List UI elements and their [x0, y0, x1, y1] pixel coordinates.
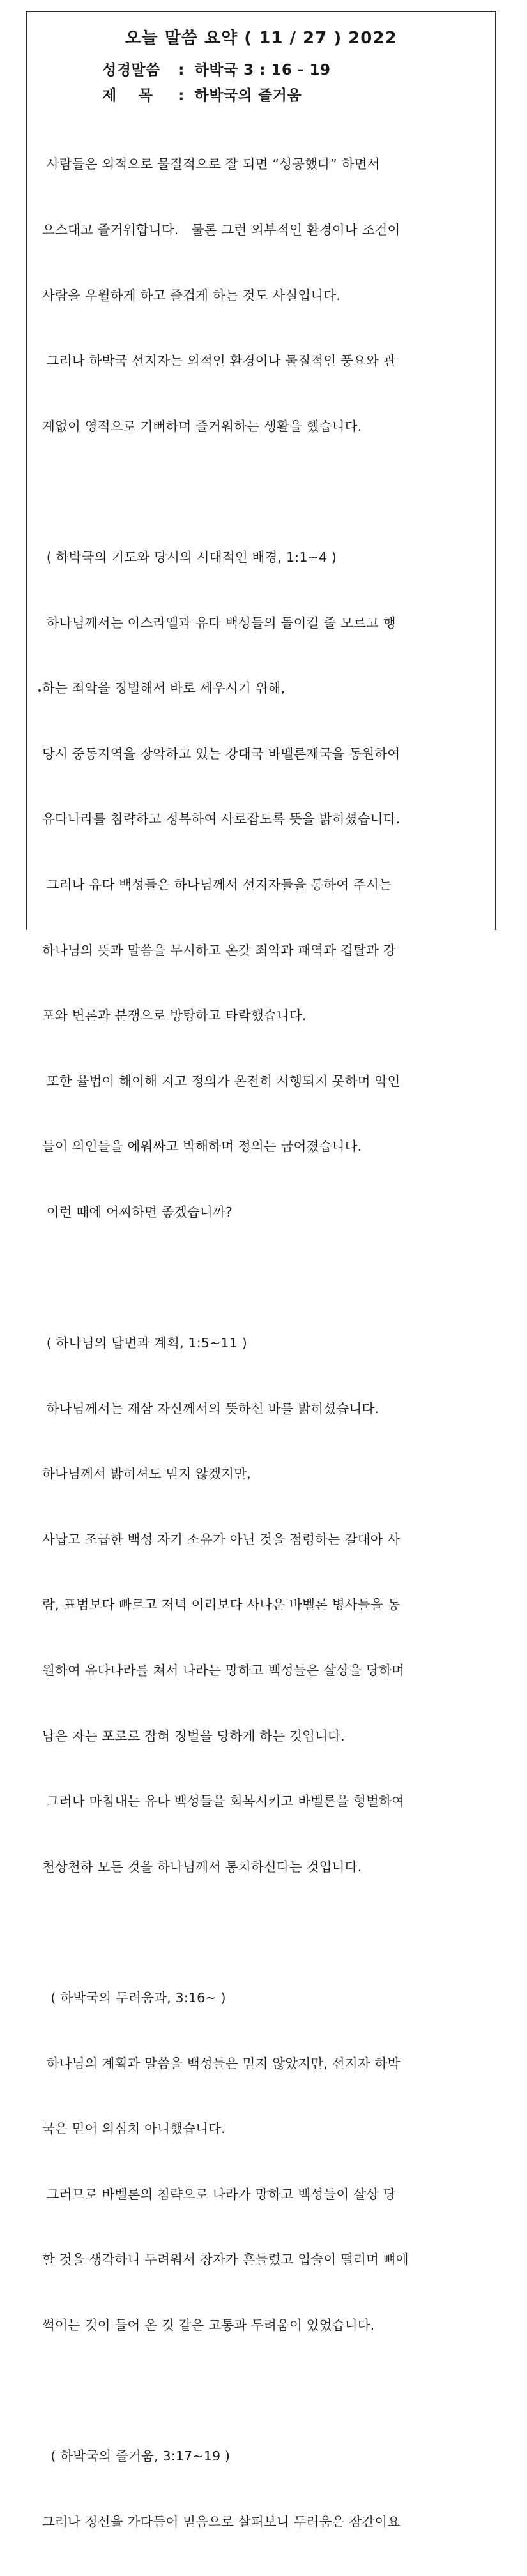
subject-line — [102, 84, 302, 105]
subject-label: 제 목 — [102, 87, 153, 104]
text-line: 하나님께서는 재삼 자신께서의 뜻하신 바를 밝히셨습니다. — [42, 1400, 379, 1416]
text-line: 사람들은 외적으로 물질적으로 잘 되면 “성공했다” 하면서 — [42, 156, 380, 172]
blank-line — [42, 2380, 483, 2402]
text-line: 그러나 유다 백성들은 하나님께서 선지자들을 통하여 주시는 — [42, 876, 392, 892]
subject-value: 하박국의 즐거움 — [194, 87, 302, 104]
text-line: 당시 중동지역을 장악하고 있는 강대국 바벨론제국을 동원하여 — [42, 745, 401, 761]
scan-speck — [38, 689, 41, 692]
text-line: 계없이 영적으로 기뻐하며 즐거워하는 생활을 했습니다. — [42, 418, 362, 434]
text-line: 하나님께서 밝히셔도 믿지 않겠지만, — [42, 1466, 251, 1482]
text-line: 그러나 하박국 선지자는 외적인 환경이나 물질적인 풍요와 관 — [42, 353, 396, 369]
text-line: 하나님의 뜻과 말씀을 무시하고 온갖 죄악과 패역과 겁탈과 강 — [42, 942, 396, 958]
text-line: 천상천하 모든 것을 하나님께서 통치하신다는 것입니다. — [42, 1859, 362, 1875]
text-line: 으스대고 즐거워합니다. 물론 그런 외부적인 환경이나 조건이 — [42, 222, 401, 237]
text-line: 하는 죄악을 징벌해서 바로 세우시기 위해, — [42, 680, 286, 696]
summary-body — [42, 110, 483, 2576]
text-line: 남은 자는 포로로 잡혀 징벌을 당하게 하는 것입니다. — [42, 1728, 345, 1744]
text-line: 썩이는 것이 들어 온 것 같은 고통과 두려움이 있었습니다. — [42, 2318, 375, 2333]
section-heading: ( 하나님의 답변과 계획, 1:5~11 ) — [42, 1335, 247, 1351]
scripture-label: 성경말씀 — [102, 62, 160, 79]
blank-line — [42, 1921, 483, 1943]
colon: : — [178, 62, 185, 79]
text-line: 또한 율법이 해이해 지고 정의가 온전히 시행되지 못하며 악인 — [42, 1073, 401, 1089]
text-line: 사납고 조급한 백성 자기 소유가 아닌 것을 점령하는 갈대아 사 — [42, 1531, 401, 1547]
section-heading: ( 하박국의 두려움과, 3:16~ ) — [42, 1990, 226, 2006]
blank-line — [42, 1267, 483, 1289]
text-line: 하나님의 계획과 말씀을 백성들은 믿지 않았지만, 선지자 하박 — [42, 2055, 401, 2071]
colon: : — [178, 87, 185, 104]
text-line: 그러나 마침내는 유다 백성들을 회복시키고 바벨론을 형벌하여 — [42, 1793, 405, 1809]
text-line: 유다나라를 침략하고 정복하여 사로잡도록 뜻을 밝히셨습니다. — [42, 811, 401, 827]
scripture-line — [102, 58, 330, 79]
text-line: 할 것을 생각하니 두려워서 창자가 흔들렸고 입술이 떨리며 뼈에 — [42, 2252, 409, 2268]
section-heading: ( 하박국의 즐거움, 3:17~19 ) — [42, 2448, 231, 2464]
text-line: 원하여 유다나라를 쳐서 나라는 망하고 백성들은 살상을 당하며 — [42, 1663, 405, 1679]
text-line: 들이 의인들을 에워싸고 박해하며 정의는 굽어졌습니다. — [42, 1139, 362, 1155]
page-title: 오늘 말씀 요약 ( 11 / 27 ) 2022 — [125, 29, 397, 48]
text-line: 이런 때에 어찌하면 좋겠습니까? — [42, 1204, 233, 1220]
scripture-value: 하박국 3 : 16 - 19 — [194, 62, 331, 79]
text-line: 그러므로 바벨론의 침략으로 나라가 망하고 백성들이 살상 당 — [42, 2186, 396, 2202]
section-heading: ( 하박국의 기도와 당시의 시대적인 배경, 1:1~4 ) — [42, 549, 337, 565]
document-sheet — [26, 11, 496, 2529]
text-line: 국은 믿어 의심치 아니했습니다. — [42, 2121, 225, 2137]
text-line: 그러나 정신을 가다듬어 믿음으로 살펴보니 두려움은 잠간이요 — [42, 2513, 401, 2529]
text-line: 람, 표범보다 빠르고 저녁 이리보다 사나운 바벨론 병사들을 동 — [42, 1597, 401, 1613]
text-line: 사람을 우월하게 하고 즐겁게 하는 것도 사실입니다. — [42, 287, 341, 303]
text-line: 하나님께서는 이스라엘과 유다 백성들의 돌이킬 줄 모르고 행 — [42, 615, 396, 631]
blank-line — [42, 481, 483, 502]
text-line: 포와 변론과 분쟁으로 방탕하고 타락했습니다. — [42, 1008, 307, 1024]
